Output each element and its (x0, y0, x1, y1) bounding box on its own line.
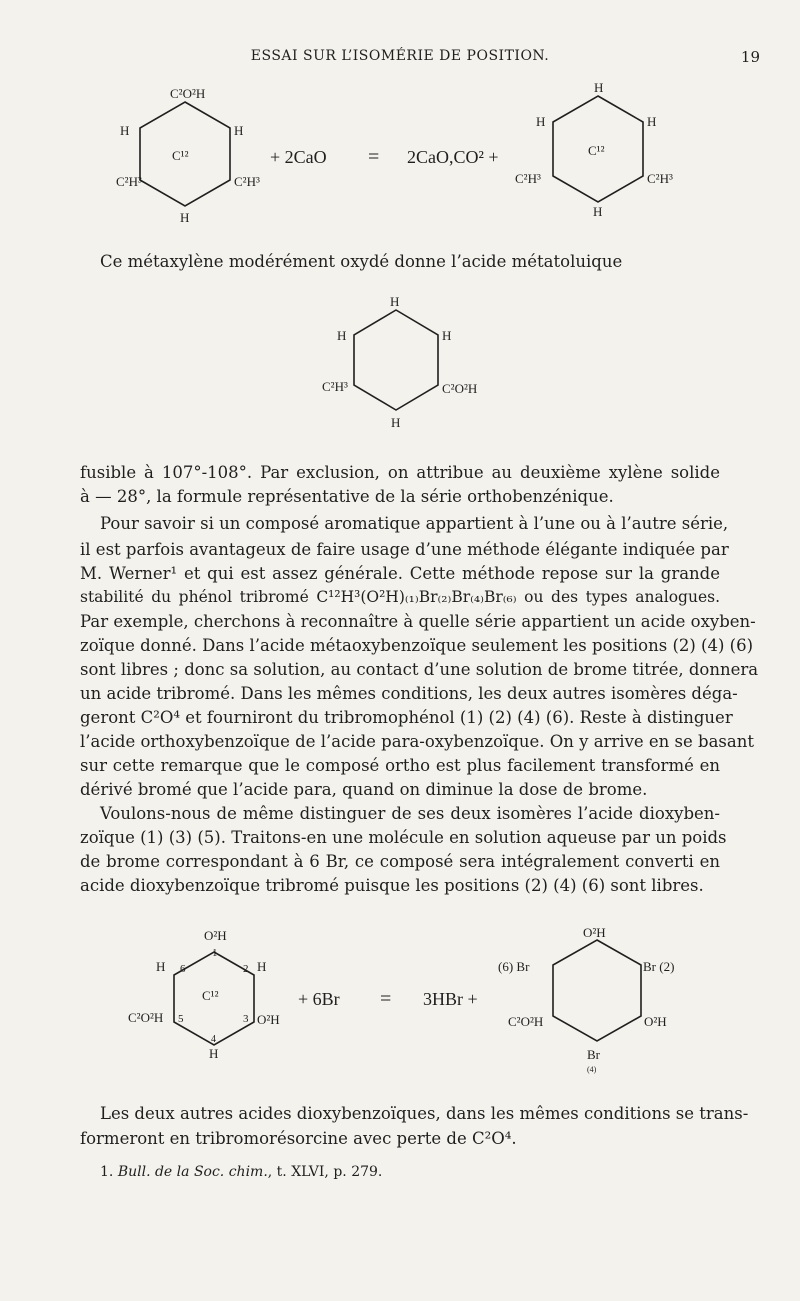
ring-label: C²H³ (234, 174, 260, 189)
equation-1 (116, 80, 673, 225)
body-line: Voulons-nous de même distinguer de ses deux isomères l’acide dioxyben- (100, 804, 720, 823)
position-number: (4) (587, 1065, 597, 1074)
ring-label: H (156, 959, 166, 974)
body-line: zoïque donné. Dans l’acide métaoxybenzoïque seulement les positions (2) (4) (6) (80, 636, 754, 655)
body-line: fusible à 107°-108°. Par exclusion, on attribue au deuxième xylène solide (80, 463, 720, 482)
ring-label: O²H (644, 1014, 667, 1029)
body-line: stabilité du phénol tribromé C¹²H³(O²H)₍₁₎Br₍₂₎Br₍₄₎Br₍₆₎ ou des types analogues. (80, 588, 720, 606)
body-line: sur cette remarque que le composé ortho est plus facilement transformé en (80, 756, 720, 775)
position-number: 5 (178, 1013, 184, 1025)
ring-label: H (257, 959, 267, 974)
page-number: 19 (740, 48, 760, 66)
position-number: 2 (243, 963, 249, 975)
reagent-6br: + 6Br (298, 989, 340, 1009)
body-line: sont libres ; donc sa solution, au contact d’une solution de brome titrée, donnera (80, 660, 759, 679)
ring-label: C²O²H (170, 86, 206, 101)
body-line: de brome correspondant à 6 Br, ce composé sera intégralement converti en (80, 852, 720, 871)
ring-label: Br (2) (643, 959, 675, 974)
body-line: dérivé bromé que l’acide para, quand on diminue la dose de brome. (80, 780, 648, 799)
ring-label: C¹² (202, 988, 219, 1003)
footnote-number: 1. (100, 1164, 114, 1180)
equation-2 (128, 925, 674, 1074)
body-line: acide dioxybenzoïque tribromé puisque les positions (2) (4) (6) sont libres. (80, 876, 704, 895)
structure-metatoluic-acid (322, 294, 477, 430)
ring-label: H (209, 1046, 219, 1061)
body-line: un acide tribromé. Dans les mêmes conditions, les deux autres isomères déga- (80, 684, 738, 703)
ring-label: H (390, 294, 400, 309)
benzene-ring-right (553, 940, 641, 1041)
ring-label: C¹² (588, 143, 605, 158)
product-3hbr: 3HBr + (423, 989, 478, 1009)
ring-label: Br (587, 1047, 600, 1062)
ring-label: C¹² (172, 148, 189, 163)
position-number: 4 (211, 1034, 216, 1045)
position-number: 3 (243, 1013, 249, 1025)
body-line: l’acide orthoxybenzoïque de l’acide para-oxybenzoïque. On y arrive en se basant (80, 732, 754, 751)
position-number: 6 (180, 963, 186, 975)
ring-label: H (337, 328, 347, 343)
running-title: ESSAI SUR L’ISOMÉRIE DE POSITION. (250, 48, 550, 64)
body-line: geront C²O⁴ et fourniront du tribromophénol (1) (2) (4) (6). Reste à distinguer (80, 708, 733, 727)
ring-label: H (234, 123, 244, 138)
caption-metaxylene: Ce métaxylène modérément oxydé donne l’acide métatoluique (100, 252, 623, 271)
benzene-ring-right (553, 96, 643, 202)
equals-sign: = (380, 988, 392, 1010)
ring-label: H (120, 123, 130, 138)
footnote (100, 1164, 382, 1180)
ring-label: C²O²H (128, 1010, 164, 1025)
ring-label: C²H³ (647, 171, 673, 186)
ring-label: H (594, 80, 604, 95)
ring-label: H (391, 415, 401, 430)
body-line: M. Werner¹ et qui est assez générale. Cette méthode repose sur la grande (80, 564, 720, 583)
body-line: zoïque (1) (3) (5). Traitons-en une molécule en solution aqueuse par un poids (80, 828, 727, 847)
page-header (0, 48, 800, 72)
position-number: 1 (212, 947, 218, 959)
product-cao-co2: 2CaO,CO² + (407, 147, 499, 167)
ring-label: O²H (583, 925, 606, 940)
reagent-2cao: + 2CaO (270, 147, 327, 167)
body-line: Pour savoir si un composé aromatique appartient à l’une ou à l’autre série, (100, 514, 729, 533)
equals-sign: = (368, 146, 380, 168)
body-line: à — 28°, la formule représentative de la série orthobenzénique. (80, 487, 614, 506)
ring-label: H (442, 328, 452, 343)
ring-label: C²H³ (515, 171, 541, 186)
ring-label: C²H³ (322, 379, 348, 394)
ring-label: C²H³ (116, 174, 142, 189)
benzene-ring-left (174, 952, 254, 1045)
ring-label: H (180, 210, 190, 225)
conclusion-line: Les deux autres acides dioxybenzoïques, dans les mêmes conditions se trans- (100, 1104, 749, 1123)
footnote-reference: , t. XLVI, p. 279. (267, 1164, 383, 1180)
ring-label: C²O²H (442, 381, 478, 396)
ring-label: (6) Br (498, 959, 530, 974)
ring-label: H (536, 114, 546, 129)
ring-label: O²H (204, 928, 227, 943)
ring-label: H (647, 114, 657, 129)
ring-label: C²O²H (508, 1014, 544, 1029)
benzene-ring-left (140, 102, 230, 206)
body-line: Par exemple, cherchons à reconnaître à quelle série appartient un acide oxyben- (80, 612, 756, 631)
ring-label: O²H (257, 1012, 280, 1027)
benzene-ring (354, 310, 438, 410)
conclusion-line: formeront en tribromorésorcine avec perte de C²O⁴. (80, 1129, 517, 1148)
body-line: il est parfois avantageux de faire usage d’une méthode élégante indiquée par (80, 540, 729, 559)
ring-label: H (593, 204, 603, 219)
footnote-source: Bull. de la Soc. chim. (117, 1164, 268, 1180)
